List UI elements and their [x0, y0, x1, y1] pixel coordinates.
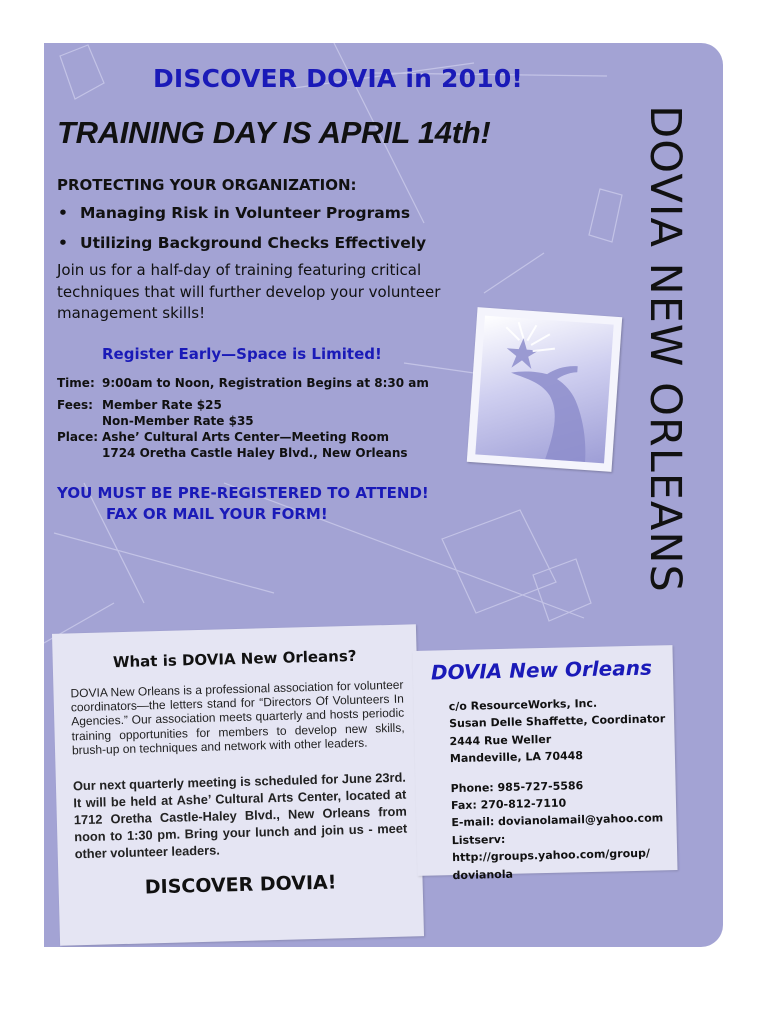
phone: Phone: 985-727-5586 [450, 778, 584, 795]
event-details [57, 374, 429, 461]
intro-paragraph: Join us for a half-day of training featuring critical techniques that will further develop your volunteer management skills! [57, 261, 441, 322]
side-title-text: DOVIA NEW ORLEANS [640, 105, 690, 593]
place-row [57, 429, 429, 445]
contact-card [412, 645, 677, 882]
contact-title: DOVIA New Orleans [430, 655, 653, 685]
must-register-text: YOU MUST BE PRE-REGISTERED TO ATTEND! [57, 484, 429, 502]
email: E-mail: dovianolamail@yahoo.com [451, 811, 664, 830]
place-line2: 1724 Oretha Castle Haley Blvd., New Orleans [102, 446, 408, 460]
listserv-url: http://groups.yahoo.com/group/ [452, 846, 651, 865]
coordinator: Susan Delle Shaffette, Coordinator [449, 712, 666, 731]
contact-details [449, 693, 669, 884]
flyer [44, 43, 723, 947]
listserv-url-2: dovianola [452, 867, 514, 882]
place-label: Place: [57, 430, 99, 444]
place-row-2 [57, 445, 429, 461]
meeting-paragraph: Our next quarterly meeting is scheduled for June 23rd. It will be held at Ashe’ Cultural Arts Center, located at 1712 Oretha Castle-Haley Blvd., New Orleans from noon to 1:30 pm. Bring your lunch and join us - meet other volunteer leaders. [72, 769, 408, 862]
hand-star-icon [475, 316, 613, 464]
fax-or-mail-text: FAX OR MAIL YOUR FORM! [106, 505, 328, 523]
fees-row-2 [57, 413, 429, 429]
headline: DISCOVER DOVIA in 2010! [152, 64, 524, 93]
fee-nonmember: Non-Member Rate $35 [102, 414, 254, 428]
fee-member: Member Rate $25 [102, 398, 222, 412]
discover-dovia-text: DISCOVER DOVIA! [144, 871, 337, 899]
street: 2444 Rue Weller [449, 732, 552, 748]
training-day-heading: TRAINING DAY IS APRIL 14th! [57, 115, 491, 150]
register-note: Register Early—Space is Limited! [102, 345, 382, 363]
bullet-item: • Managing Risk in Volunteer Programs [57, 200, 426, 230]
bullet-icon: • [58, 204, 68, 222]
fees-label: Fees: [57, 398, 93, 412]
city: Mandeville, LA 70448 [449, 749, 584, 766]
section-heading: PROTECTING YOUR ORGANIZATION: [57, 176, 357, 194]
about-card [52, 624, 424, 945]
about-paragraph: DOVIA New Orleans is a professional association for volunteer coordinators—the letters stand for “Directors Of Volunteers In Agencies.” Our association meets quarterly and hosts periodic training opportunities for members to develop new skills, brush-up on techniques and network with other leaders. [70, 677, 405, 758]
fees-row [57, 397, 429, 413]
bullet-item: • Utilizing Background Checks Effectively [57, 230, 426, 260]
hand-star-image [467, 307, 622, 472]
bullet-icon: • [58, 234, 68, 252]
fax: Fax: 270-812-7110 [450, 796, 567, 813]
about-title: What is DOVIA New Orleans? [112, 646, 357, 672]
time-row [57, 374, 429, 392]
time-label: Time: [57, 376, 95, 390]
bullet-list [57, 200, 426, 260]
time-value: 9:00am to Noon, Registration Begins at 8:30 am [102, 376, 429, 390]
listserv-label: Listserv: [451, 832, 506, 847]
care-of: c/o ResourceWorks, Inc. [448, 696, 598, 714]
place-line1: Ashe’ Cultural Arts Center—Meeting Room [102, 430, 390, 444]
side-title [640, 69, 690, 629]
registration-notice [57, 483, 429, 525]
